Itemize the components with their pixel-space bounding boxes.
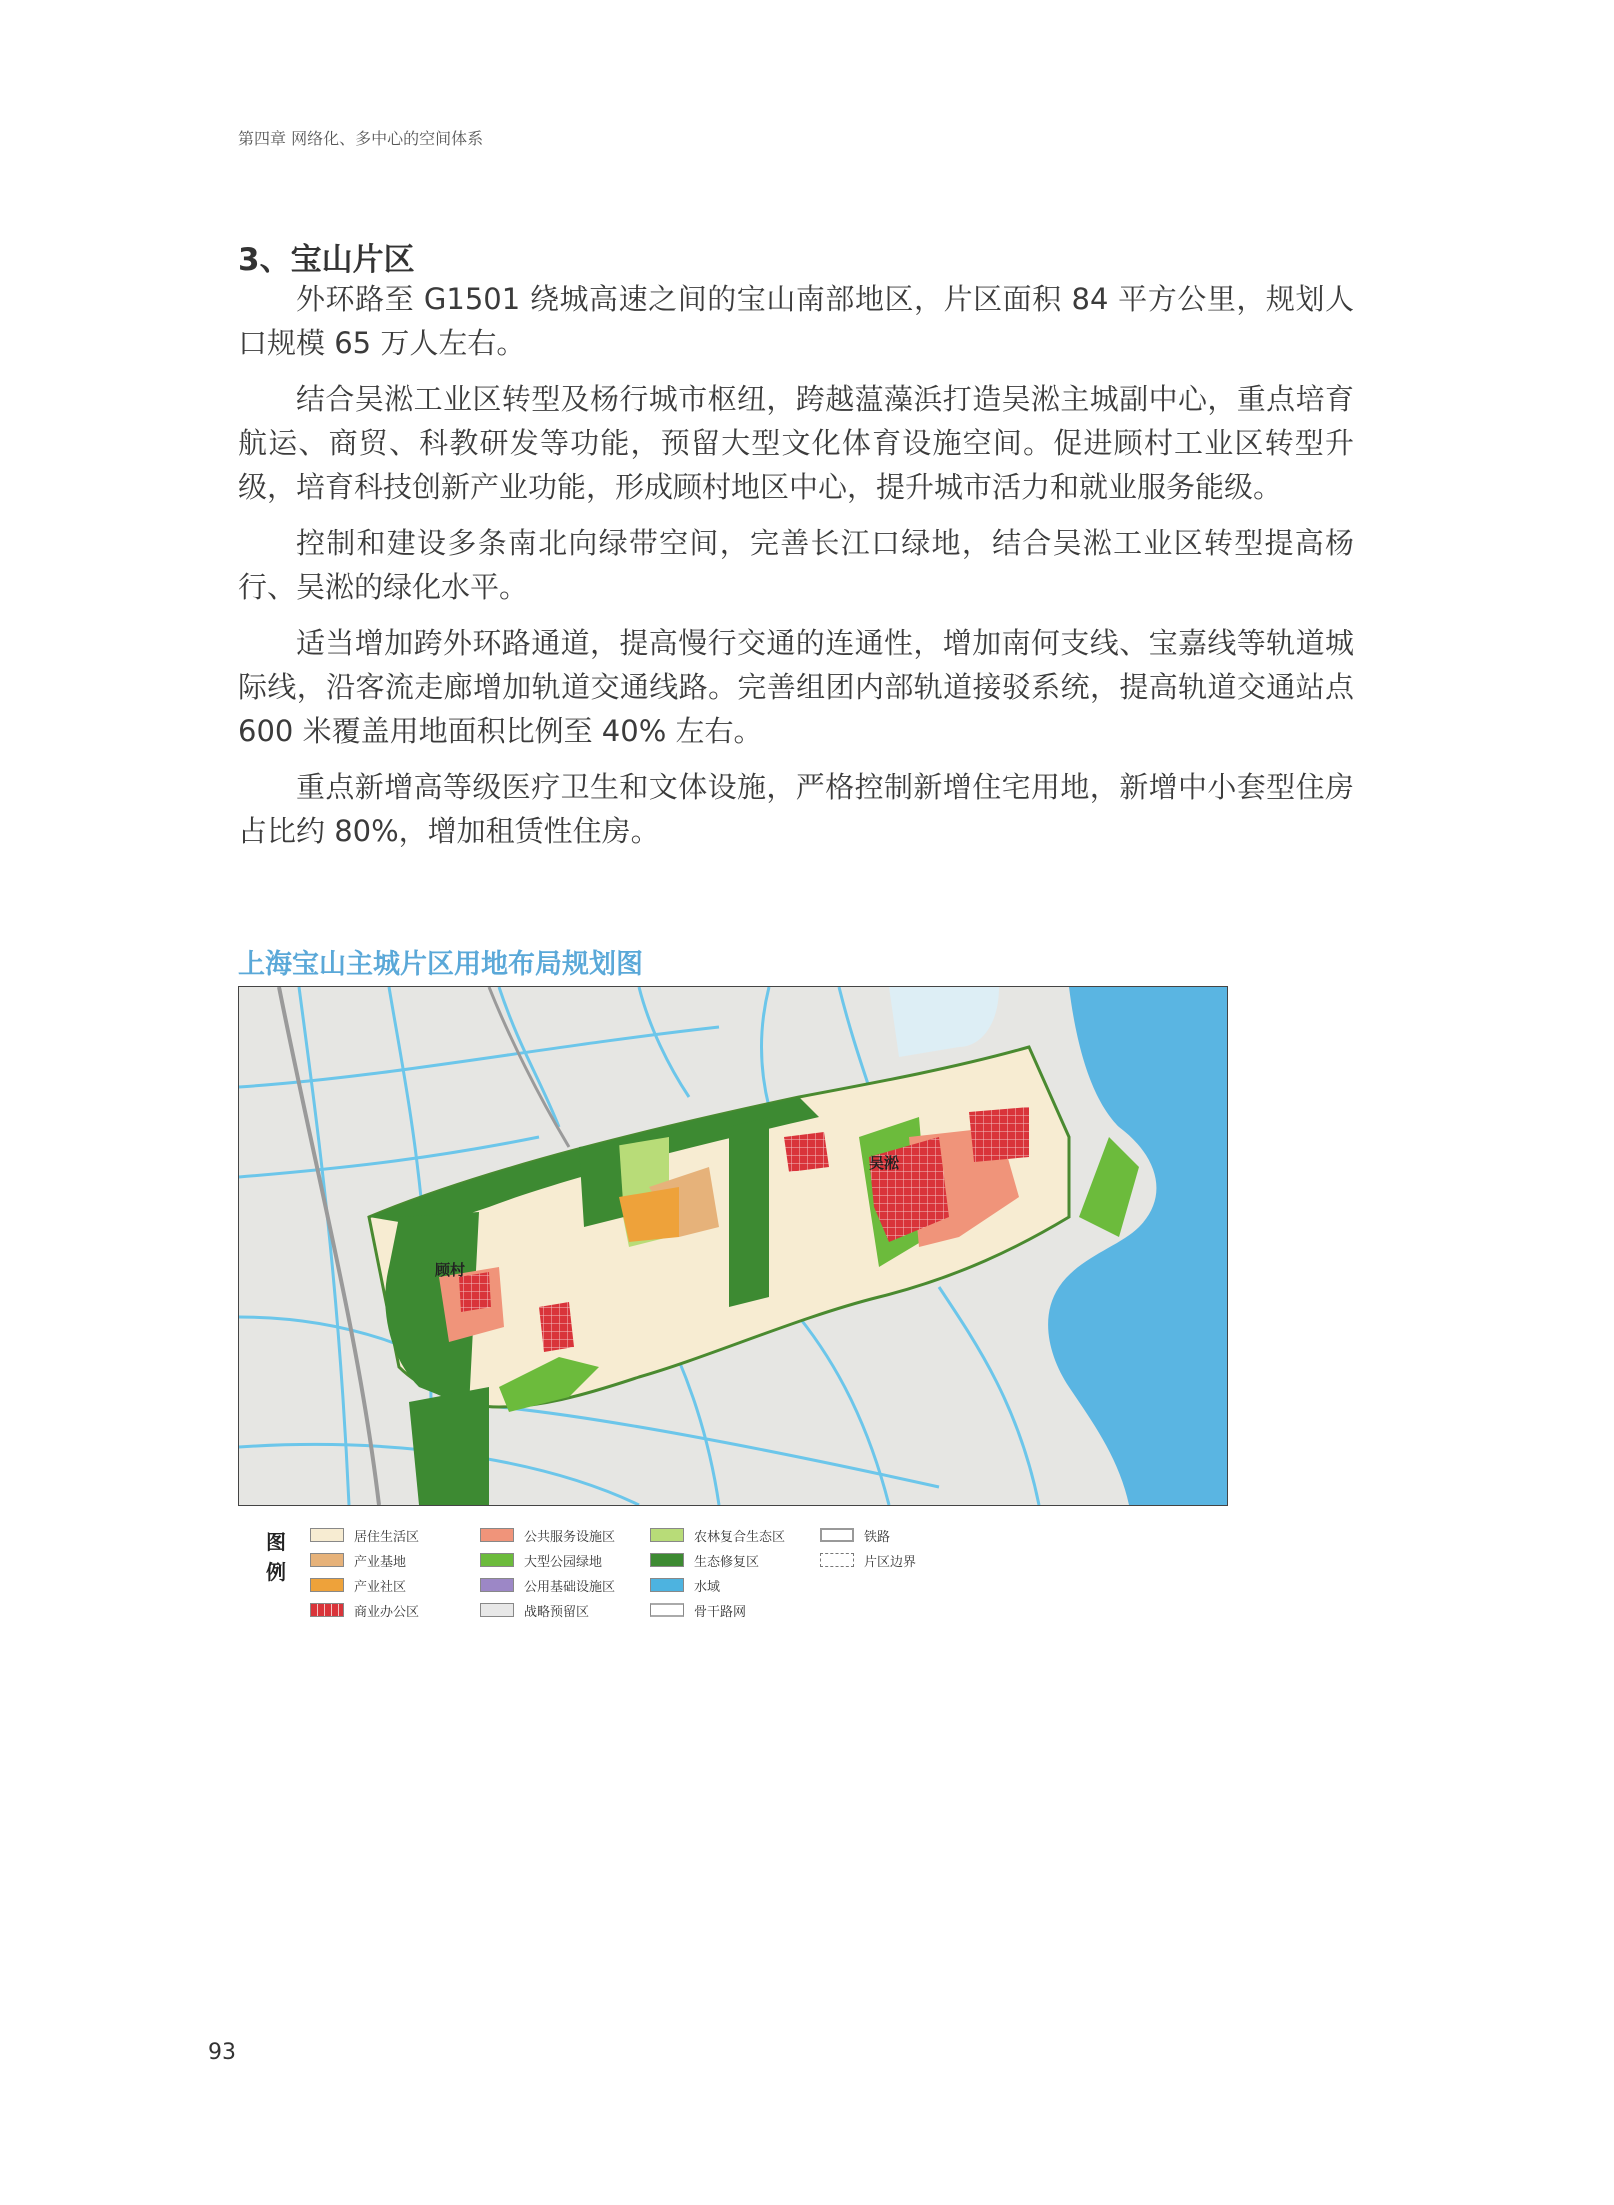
legend-label: 农林复合生态区 [694, 1529, 786, 1545]
legend-swatch [650, 1578, 684, 1592]
legend-label: 商业办公区 [354, 1604, 420, 1620]
legend-item [480, 1551, 602, 1569]
place-label-wusong: 吴淞 [869, 1154, 900, 1172]
legend-item [480, 1576, 615, 1594]
commercial-office-north [969, 1107, 1029, 1162]
place-label-gucun: 顾村 [435, 1261, 466, 1279]
figure-caption: 上海宝山主城片区用地布局规划图 [238, 949, 643, 980]
eco-repair-area-south [409, 1387, 489, 1505]
legend-swatch [820, 1528, 854, 1542]
legend-item [310, 1551, 406, 1569]
legend-item [310, 1576, 406, 1594]
map-legend [262, 1524, 962, 1634]
legend-label: 片区边界 [864, 1554, 917, 1570]
legend-item [310, 1601, 419, 1619]
legend-item [820, 1526, 890, 1544]
legend-label: 产业社区 [354, 1579, 407, 1595]
body-text [238, 277, 1354, 865]
legend-swatch [480, 1578, 514, 1592]
legend-label: 公共服务设施区 [524, 1529, 616, 1545]
commercial-office-mid [784, 1132, 829, 1172]
legend-label: 公用基础设施区 [524, 1579, 616, 1595]
commercial-office-small [539, 1302, 574, 1352]
legend-item [650, 1601, 746, 1619]
land-use-map [238, 986, 1228, 1506]
legend-label: 铁路 [864, 1529, 891, 1545]
paragraph: 重点新增高等级医疗卫生和文体设施，严格控制新增住宅用地，新增中小套型住房占比约 80%，增加租赁性住房。 [238, 770, 1354, 848]
legend-swatch [310, 1553, 344, 1567]
legend-swatch [310, 1578, 344, 1592]
legend-item [480, 1601, 589, 1619]
paragraph: 适当增加跨外环路通道，提高慢行交通的连通性，增加南何支线、宝嘉线等轨道城际线，沿客流走廊增加轨道交通线路。完善组团内部轨道接驳系统，提高轨道交通站点 600 米覆盖用地面积比例至 40% 左右。 [238, 626, 1354, 748]
legend-label: 大型公园绿地 [524, 1554, 603, 1570]
green-belt-central [579, 1142, 624, 1227]
legend-title-1: 图 [266, 1530, 286, 1554]
running-header: 第四章 网络化、多中心的空间体系 [238, 129, 484, 148]
legend-swatch [480, 1603, 514, 1617]
legend-swatch [650, 1603, 684, 1617]
legend-swatch [480, 1528, 514, 1542]
legend-swatch [650, 1553, 684, 1567]
legend-swatch [310, 1528, 344, 1542]
legend-item [310, 1526, 419, 1544]
legend-label: 战略预留区 [524, 1604, 590, 1620]
legend-label: 骨干路网 [694, 1604, 747, 1620]
legend-label: 居住生活区 [354, 1529, 420, 1545]
green-belt-east [729, 1117, 769, 1307]
legend-label: 生态修复区 [694, 1554, 760, 1570]
legend-swatch [820, 1553, 854, 1567]
legend-label: 水域 [694, 1579, 721, 1595]
paragraph: 外环路至 G1501 绕城高速之间的宝山南部地区，片区面积 84 平方公里，规划人口规模 65 万人左右。 [238, 282, 1354, 360]
paragraph: 结合吴淞工业区转型及杨行城市枢纽，跨越蕰藻浜打造吴淞主城副中心，重点培育航运、商贸、科教研发等功能，预留大型文化体育设施空间。促进顾村工业区转型升级，培育科技创新产业功能，形成顾村地区中心，提升城市活力和就业服务能级。 [238, 382, 1354, 504]
legend-item [820, 1551, 916, 1569]
legend-item [480, 1526, 615, 1544]
legend-label: 产业基地 [354, 1554, 407, 1570]
legend-swatch [480, 1553, 514, 1567]
legend-item [650, 1526, 785, 1544]
legend-title-2: 例 [266, 1560, 286, 1584]
legend-swatch [650, 1528, 684, 1542]
legend-item [650, 1576, 720, 1594]
page-number: 93 [208, 2040, 236, 2065]
section-heading: 3、宝山片区 [238, 242, 415, 278]
legend-item [650, 1551, 759, 1569]
paragraph: 控制和建设多条南北向绿带空间，完善长江口绿地，结合吴淞工业区转型提高杨行、吴淞的绿化水平。 [238, 526, 1354, 604]
legend-swatch [310, 1603, 344, 1617]
